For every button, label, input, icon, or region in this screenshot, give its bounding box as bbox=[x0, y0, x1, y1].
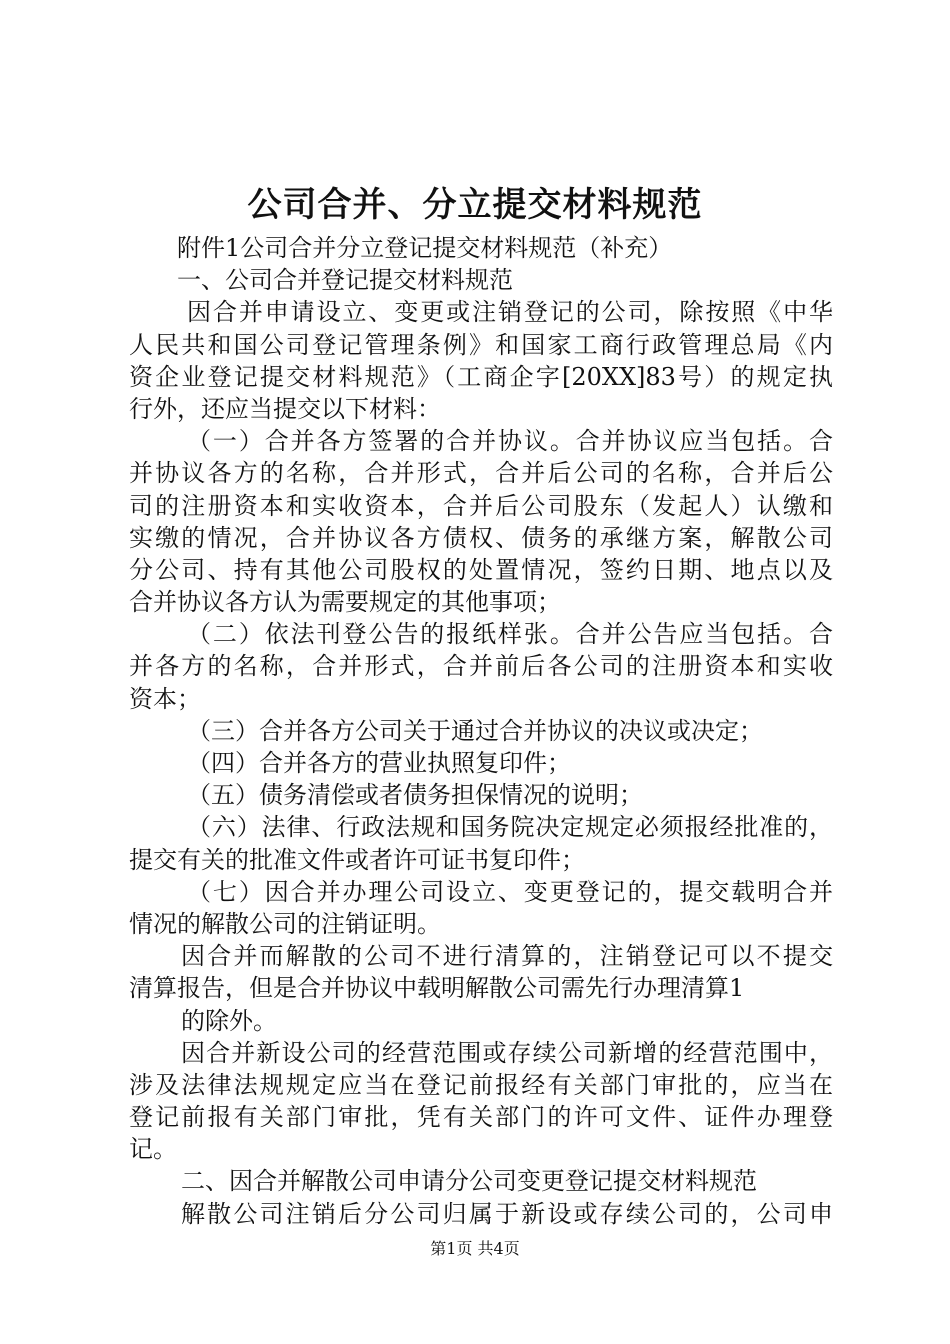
text-line: （一）合并各方签署的合并协议。合并协议应当包括。合 bbox=[187, 427, 833, 456]
text-line: 登记前报有关部门审批，凭有关部门的许可文件、证件办理登 bbox=[129, 1103, 833, 1132]
text-line: 司的注册资本和实收资本，合并后公司股东（发起人）认缴和 bbox=[129, 491, 833, 520]
text-line: 资本； bbox=[129, 684, 201, 713]
text-line: 的除外。 bbox=[181, 1006, 277, 1035]
text-line: 合并协议各方认为需要规定的其他事项； bbox=[129, 588, 561, 617]
text-line: （六）法律、行政法规和国务院决定规定必须报经批准的， bbox=[187, 813, 833, 842]
text-line: 附件1公司合并分立登记提交材料规范（补充） bbox=[177, 234, 673, 262]
text-line: （二）依法刊登公告的报纸样张。合并公告应当包括。合 bbox=[187, 620, 833, 649]
text-line: 涉及法律法规规定应当在登记前报经有关部门审批的，应当在 bbox=[129, 1070, 833, 1099]
text-line: （四）合并各方的营业执照复印件； bbox=[187, 749, 571, 777]
text-line: 情况的解散公司的注销证明。 bbox=[129, 909, 441, 938]
text-line: 实缴的情况，合并协议各方债权、债务的承继方案，解散公司 bbox=[129, 523, 833, 552]
text-line: 并各方的名称，合并形式，合并前后各公司的注册资本和实收 bbox=[129, 652, 833, 681]
section-heading: 二、因合并解散公司申请分公司变更登记提交材料规范 bbox=[181, 1167, 757, 1196]
text-line: 提交有关的批准文件或者许可证书复印件； bbox=[129, 845, 585, 874]
text-line: 因合并申请设立、变更或注销登记的公司，除按照《中华 bbox=[187, 298, 833, 327]
text-line: 因合并而解散的公司不进行清算的，注销登记可以不提交 bbox=[181, 942, 833, 971]
document-title: 公司合并、分立提交材料规范 bbox=[247, 185, 703, 225]
text-line: （七）因合并办理公司设立、变更登记的，提交载明合并 bbox=[187, 877, 833, 906]
text-line: 分公司、持有其他公司股权的处置情况，签约日期、地点以及 bbox=[129, 555, 833, 584]
text-line: 资企业登记提交材料规范》（工商企字[20XX]83号）的规定执 bbox=[129, 362, 833, 391]
text-line: 行外，还应当提交以下材料： bbox=[129, 394, 441, 423]
section-heading: 一、公司合并登记提交材料规范 bbox=[177, 266, 513, 295]
text-line: 并协议各方的名称，合并形式，合并后公司的名称，合并后公 bbox=[129, 459, 833, 488]
text-line: 解散公司注销后分公司归属于新设或存续公司的，公司申 bbox=[181, 1199, 833, 1228]
text-line: （三）合并各方公司关于通过合并协议的决议或决定； bbox=[187, 716, 763, 745]
page-footer: 第1页 共4页 bbox=[430, 1239, 520, 1258]
text-line: 因合并新设公司的经营范围或存续公司新增的经营范围中， bbox=[181, 1038, 833, 1067]
text-line: 清算报告，但是合并协议中载明解散公司需先行办理清算1 bbox=[129, 974, 745, 1003]
document-body bbox=[129, 232, 833, 1230]
text-line: 记。 bbox=[129, 1135, 177, 1164]
text-line: （五）债务清偿或者债务担保情况的说明； bbox=[187, 781, 643, 810]
text-line: 人民共和国公司登记管理条例》和国家工商行政管理总局《内 bbox=[129, 330, 833, 359]
